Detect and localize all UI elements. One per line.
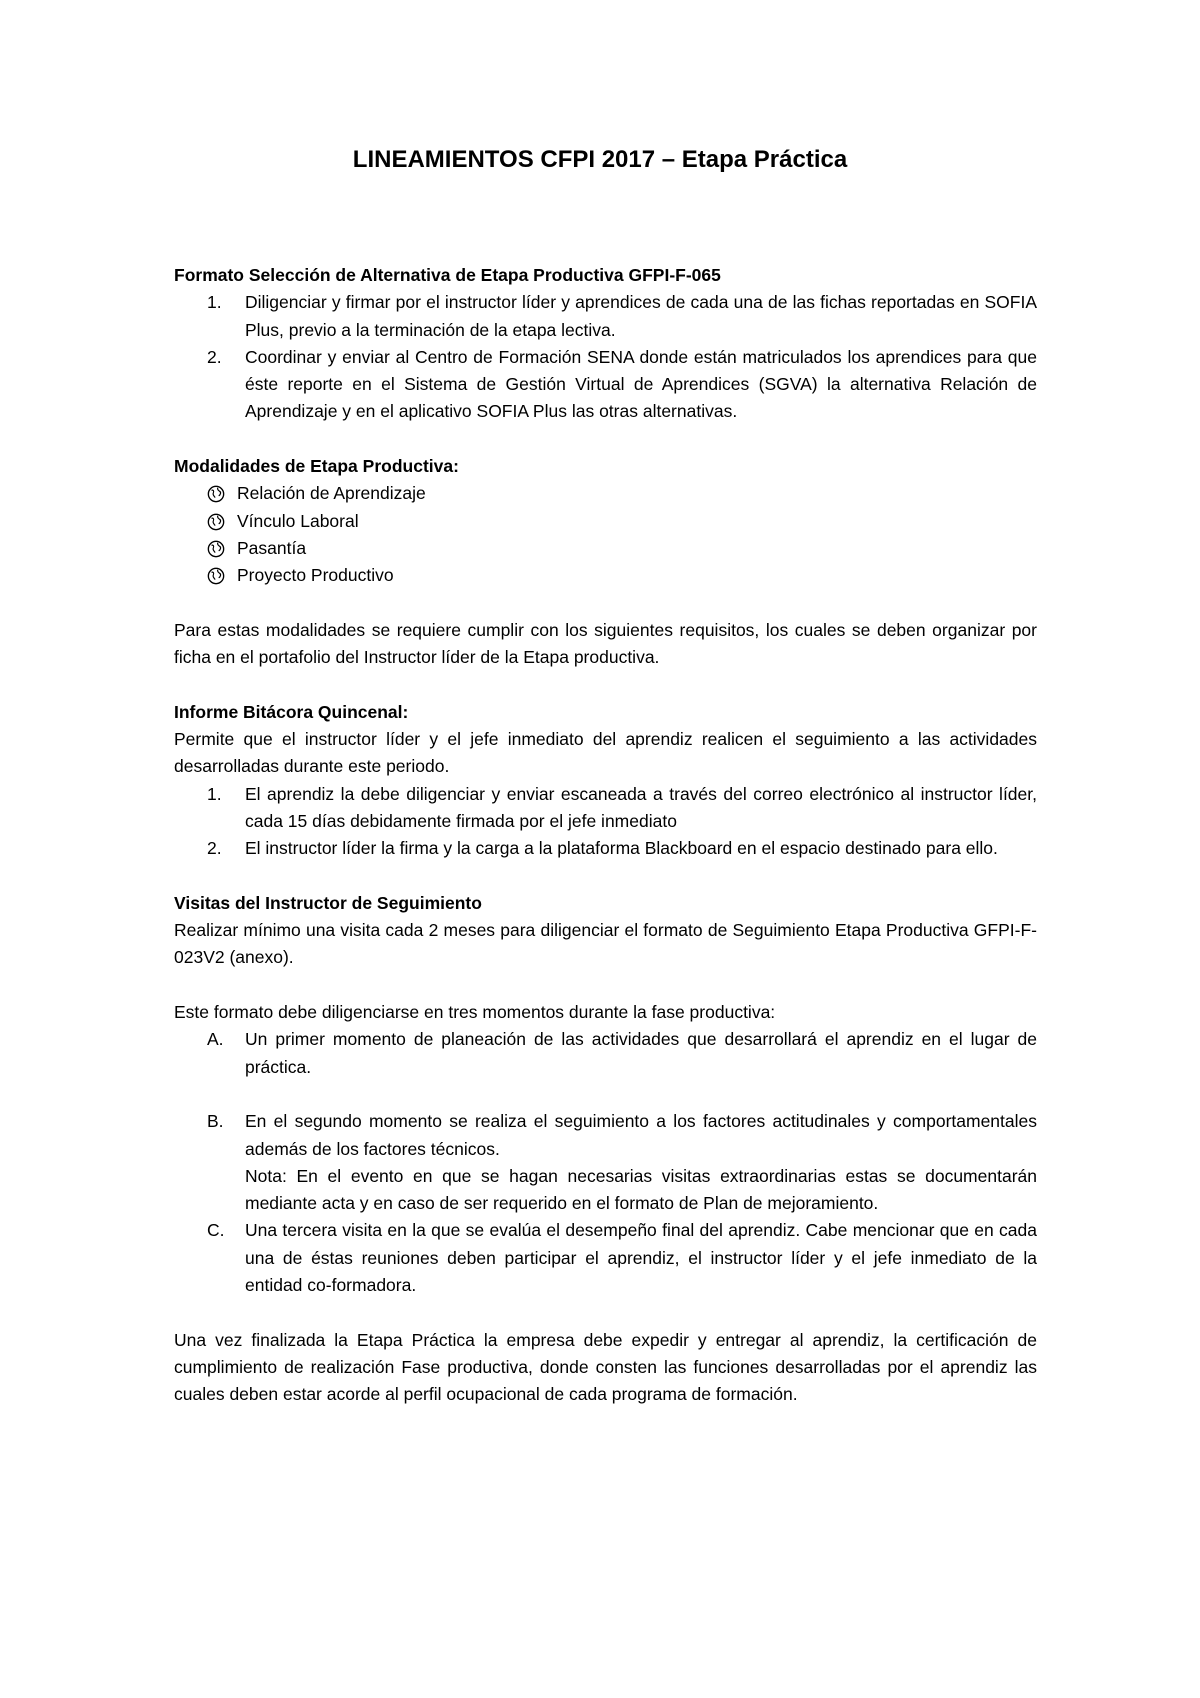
document-title: LINEAMIENTOS CFPI 2017 – Etapa Práctica	[352, 146, 848, 173]
list-item-number: 2.	[207, 838, 222, 859]
globe-icon	[207, 485, 225, 503]
list-item-text: Una tercera visita en la que se evalúa el desempeño final del aprendiz. Cabe mencionar que en cada una de éstas reuniones deben participar el aprendiz, el instructor líder y el jefe inmediato de la entidad co-formadora.	[245, 1220, 1037, 1295]
document-body	[174, 262, 1037, 1408]
list-item-number: 1.	[207, 783, 222, 804]
list-item-text: El instructor líder la firma y la carga a la plataforma Blackboard en el espacio destinado para ello.	[245, 838, 998, 859]
list-item-text: En el segundo momento se realiza el seguimiento a los factores actitudinales y comportamentales además de los factores técnicos.	[245, 1111, 1037, 1159]
list-item-text: Un primer momento de planeación de las actividades que desarrollará el aprendiz en el lugar de práctica.	[245, 1029, 1037, 1077]
bitacora-intro: Permite que el instructor líder y el jefe inmediato del aprendiz realicen el seguimiento a las actividades desarrolladas durante este periodo.	[174, 729, 1037, 777]
modalidades-list	[174, 480, 1037, 589]
list-item-text: Proyecto Productivo	[237, 565, 394, 586]
requisitos-paragraph: Para estas modalidades se requiere cumplir con los siguientes requisitos, los cuales se deben organizar por ficha en el portafolio del Instructor líder de la Etapa productiva.	[174, 619, 1037, 668]
list-item-text: Relación de Aprendizaje	[237, 483, 426, 504]
globe-icon	[207, 513, 225, 531]
note-text: Nota: En el evento en que se hagan necesarias visitas extraordinarias estas se documentarán mediante acta y en caso de ser requerido en el formato de Plan de mejoramiento.	[245, 1165, 1037, 1214]
list-item-text: Coordinar y enviar al Centro de Formación SENA donde están matriculados los aprendices para que éste reporte en el Sistema de Gestión Virtual de Aprendices (SGVA) la alternativa Relación de Aprendizaje y en el aplicativo SOFIA Plus las otras alternativas.	[245, 346, 1037, 422]
list-item-number: 1.	[207, 292, 222, 313]
list-item	[174, 289, 1037, 344]
modalidades-heading: Modalidades de Etapa Productiva:	[174, 456, 459, 477]
list-item	[174, 1026, 1037, 1081]
cierre-paragraph: Una vez finalizada la Etapa Práctica la empresa debe expedir y entregar al aprendiz, la certificación de cumplimiento de realización Fase productiva, donde consten las funciones desarrolladas por el aprendiz las cuales deben estar acorde al perfil ocupacional de cada programa de formación.	[174, 1329, 1037, 1405]
list-item	[174, 835, 1037, 862]
list-item	[174, 781, 1037, 836]
momentos-intro: Este formato debe diligenciarse en tres momentos durante la fase productiva:	[174, 1002, 776, 1023]
list-item-text: El aprendiz la debe diligenciar y enviar escaneada a través del correo electrónico al instructor líder, cada 15 días debidamente firmada por el jefe inmediato	[245, 783, 1037, 831]
globe-icon	[207, 540, 225, 558]
formato-heading: Formato Selección de Alternativa de Etapa Productiva GFPI-F-065	[174, 265, 721, 285]
list-item	[174, 1217, 1037, 1299]
list-item-text: Vínculo Laboral	[237, 510, 359, 531]
momentos-list	[174, 1026, 1037, 1299]
list-item-text: Pasantía	[237, 537, 307, 558]
formato-list	[174, 289, 1037, 425]
list-item	[174, 508, 1037, 535]
list-item-letter: B.	[207, 1111, 224, 1132]
list-item-letter: A.	[207, 1029, 224, 1050]
list-item	[174, 480, 1037, 507]
list-item-letter: C.	[207, 1220, 225, 1241]
list-item-note	[174, 1163, 1037, 1218]
list-item	[174, 344, 1037, 426]
visitas-intro: Realizar mínimo una visita cada 2 meses para diligenciar el formato de Seguimiento Etapa Productiva GFPI-F-023V2 (anexo).	[174, 920, 1037, 968]
list-item-text: Diligenciar y firmar por el instructor líder y aprendices de cada una de las fichas reportadas en SOFIA Plus, previo a la terminación de la etapa lectiva.	[245, 292, 1037, 340]
list-item	[174, 1108, 1037, 1163]
visitas-heading: Visitas del Instructor de Seguimiento	[174, 892, 482, 913]
list-item-number: 2.	[207, 346, 222, 367]
list-item	[174, 535, 1037, 562]
globe-icon	[207, 567, 225, 585]
list-item	[174, 562, 1037, 589]
bitacora-heading: Informe Bitácora Quincenal:	[174, 701, 409, 722]
bitacora-list	[174, 781, 1037, 863]
